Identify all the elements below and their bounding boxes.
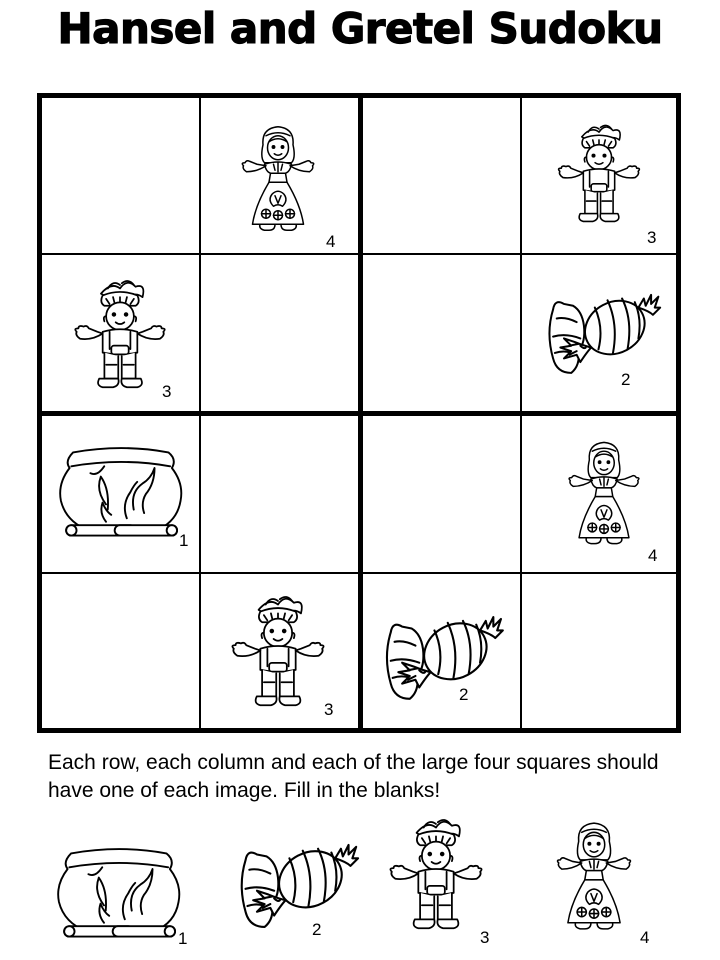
board-cell-empty[interactable] xyxy=(201,255,358,411)
board-cell-empty[interactable] xyxy=(522,574,676,728)
key-piece-hansel[interactable] xyxy=(383,806,503,956)
gretel-icon xyxy=(560,424,648,562)
board-cell[interactable] xyxy=(201,98,358,253)
gretel-icon xyxy=(233,106,323,251)
piece-number: 2 xyxy=(459,685,469,704)
piece-number: 4 xyxy=(326,232,336,251)
board-cell[interactable] xyxy=(363,574,520,728)
piece-number: 2 xyxy=(312,920,322,939)
key-piece-gretel[interactable] xyxy=(548,804,668,954)
board-cell-empty[interactable] xyxy=(363,416,520,572)
key-piece-cauldron[interactable] xyxy=(52,836,202,954)
board-cell-empty[interactable] xyxy=(363,98,520,253)
piece-number: 4 xyxy=(640,928,650,947)
piece-number: 2 xyxy=(621,370,631,389)
hansel-icon xyxy=(68,267,172,407)
board-cell-empty[interactable] xyxy=(201,416,358,572)
board-cell[interactable] xyxy=(522,416,676,572)
cauldron-icon xyxy=(54,434,184,554)
cauldron-icon xyxy=(52,836,182,954)
sudoku-board xyxy=(37,93,681,733)
hansel-icon xyxy=(225,584,334,724)
hansel-icon xyxy=(383,806,489,948)
board-cell[interactable] xyxy=(522,98,676,253)
board-cell[interactable] xyxy=(201,574,358,728)
board-cell[interactable] xyxy=(522,255,676,411)
board-cell[interactable] xyxy=(42,255,199,411)
piece-number: 3 xyxy=(480,928,490,947)
candy-icon xyxy=(236,826,360,944)
gretel-icon xyxy=(548,804,640,948)
instructions: Each row, each column and each of the large four squares should have one of each image. Fill in the blanks! xyxy=(48,751,659,802)
hansel-icon xyxy=(552,106,646,246)
piece-number: 1 xyxy=(178,929,188,948)
board-cell-empty[interactable] xyxy=(363,255,520,411)
piece-number: 3 xyxy=(162,382,172,401)
board-cell[interactable] xyxy=(42,416,199,572)
candy-icon xyxy=(544,277,662,389)
candy-icon xyxy=(381,600,505,714)
piece-number: 3 xyxy=(324,700,334,719)
board-cell-empty[interactable] xyxy=(42,574,199,728)
piece-number: 3 xyxy=(647,228,657,247)
key-piece-candy[interactable] xyxy=(236,826,366,946)
board-cell-empty[interactable] xyxy=(42,98,199,253)
page-title: Hansel and Gretel Sudoku xyxy=(57,4,663,53)
piece-number: 4 xyxy=(648,546,658,565)
piece-number: 1 xyxy=(179,531,189,550)
